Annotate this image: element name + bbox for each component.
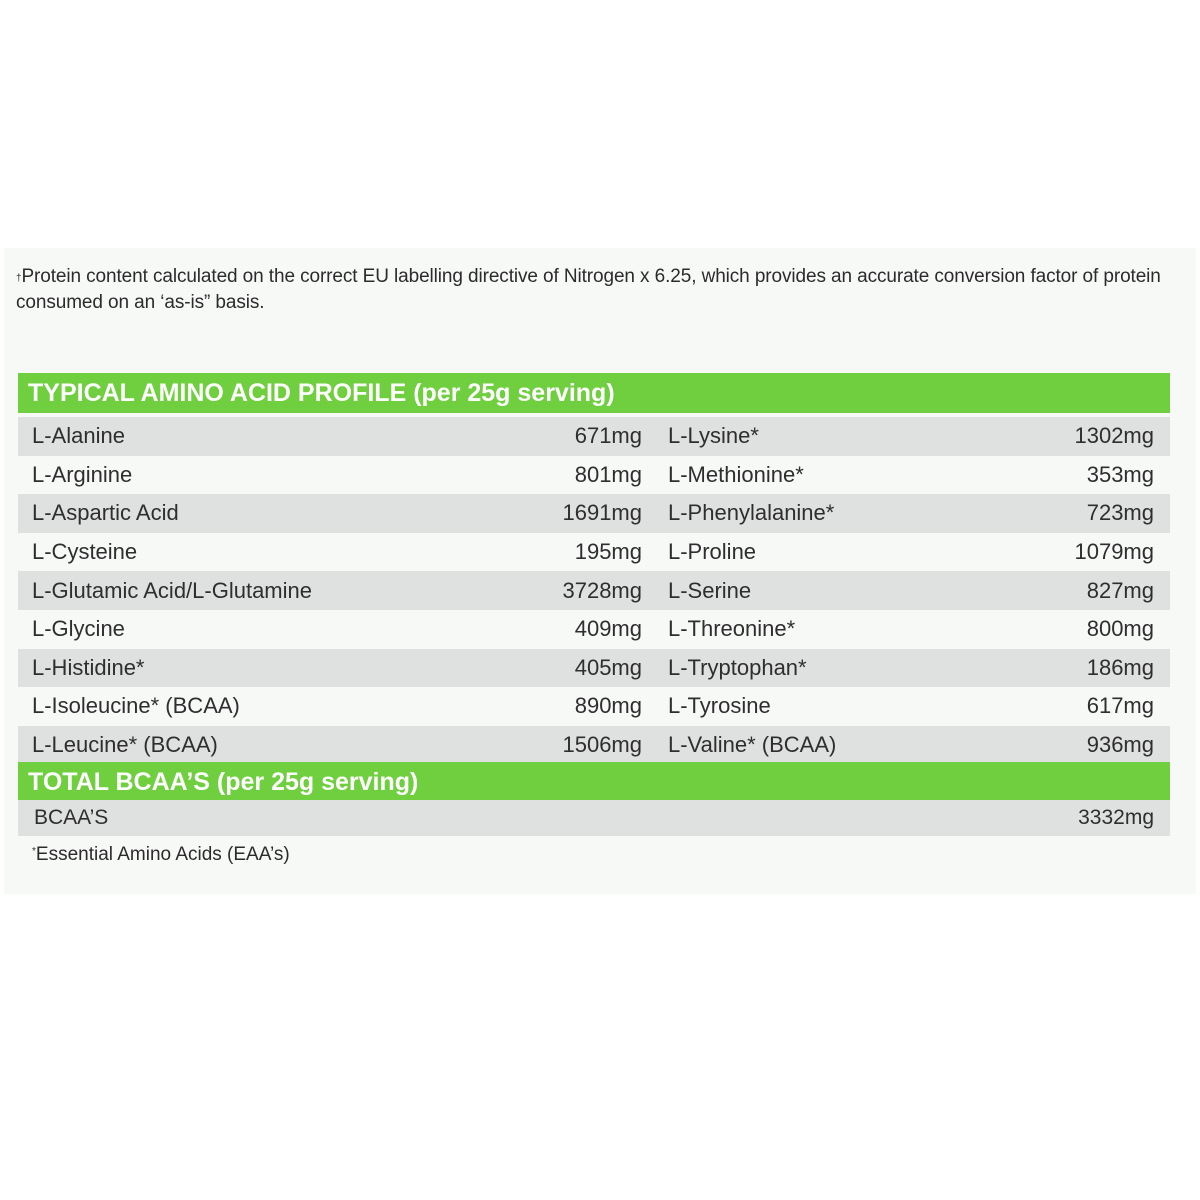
right-amino-value: 723mg bbox=[1086, 500, 1154, 526]
protein-footnote bbox=[16, 264, 1166, 316]
right-amino-value: 1079mg bbox=[1074, 539, 1154, 565]
left-amino-value: 195mg bbox=[574, 539, 642, 565]
table-row bbox=[18, 456, 1170, 495]
amino-acid-table bbox=[18, 417, 1170, 764]
left-amino-value: 3728mg bbox=[562, 577, 642, 603]
left-amino-name: L-Isoleucine* (BCAA) bbox=[32, 693, 240, 719]
left-amino-value: 409mg bbox=[574, 616, 642, 642]
left-amino-value: 671mg bbox=[574, 423, 642, 449]
amino-profile-title: TYPICAL AMINO ACID PROFILE (per 25g serving) bbox=[28, 378, 615, 407]
right-amino-name: L-Valine* (BCAA) bbox=[668, 732, 837, 758]
left-amino-name: L-Arginine bbox=[32, 461, 133, 487]
left-amino-value: 1691mg bbox=[562, 500, 642, 526]
right-amino-name: L-Proline bbox=[668, 539, 757, 565]
right-amino-value: 186mg bbox=[1086, 654, 1154, 680]
eaa-footnote-marker: * bbox=[32, 846, 36, 857]
right-amino-name: L-Lysine* bbox=[668, 423, 759, 449]
right-amino-value: 353mg bbox=[1086, 461, 1154, 487]
bcaa-total-name: BCAA’S bbox=[34, 806, 109, 829]
right-amino-name: L-Threonine* bbox=[668, 616, 796, 642]
left-amino-name: L-Leucine* (BCAA) bbox=[32, 732, 218, 758]
right-amino-value: 1302mg bbox=[1074, 423, 1154, 449]
left-amino-value: 801mg bbox=[574, 461, 642, 487]
left-amino-value: 405mg bbox=[574, 654, 642, 680]
table-row bbox=[18, 571, 1170, 610]
right-amino-name: L-Serine bbox=[668, 577, 752, 603]
table-row bbox=[18, 726, 1170, 765]
left-amino-name: L-Alanine bbox=[32, 423, 125, 449]
bcaa-total-row bbox=[18, 800, 1170, 836]
eaa-footnote-text: Essential Amino Acids (EAA’s) bbox=[35, 844, 290, 865]
table-row bbox=[18, 649, 1170, 688]
table-row bbox=[18, 494, 1170, 533]
right-amino-name: L-Tryptophan* bbox=[668, 654, 807, 680]
left-amino-name: L-Histidine* bbox=[32, 654, 145, 680]
left-amino-name: L-Glutamic Acid/L-Glutamine bbox=[32, 577, 312, 603]
left-amino-name: L-Glycine bbox=[32, 616, 125, 642]
table-row bbox=[18, 610, 1170, 649]
left-amino-name: L-Cysteine bbox=[32, 539, 138, 565]
right-amino-value: 800mg bbox=[1086, 616, 1154, 642]
protein-footnote-text: Protein content calculated on the correct EU labelling directive of Nitrogen x 6.25, which provides an accurate conversion factor of protein consumed on an ‘as-is” basis. bbox=[16, 266, 1161, 313]
bcaa-header bbox=[18, 762, 1170, 802]
right-amino-name: L-Tyrosine bbox=[668, 693, 771, 719]
right-amino-value: 827mg bbox=[1086, 577, 1154, 603]
bcaa-total-value: 3332mg bbox=[1078, 806, 1154, 829]
right-amino-name: L-Phenylalanine* bbox=[668, 500, 835, 526]
bcaa-title: TOTAL BCAA’S (per 25g serving) bbox=[28, 767, 419, 796]
table-row bbox=[18, 687, 1170, 726]
left-amino-name: L-Aspartic Acid bbox=[32, 500, 179, 526]
footnote-marker: † bbox=[16, 273, 22, 284]
amino-profile-header bbox=[18, 373, 1170, 413]
right-amino-value: 617mg bbox=[1086, 693, 1154, 719]
table-row bbox=[18, 533, 1170, 572]
eaa-footnote bbox=[32, 844, 290, 866]
table-row bbox=[18, 417, 1170, 456]
left-amino-value: 890mg bbox=[574, 693, 642, 719]
left-amino-value: 1506mg bbox=[562, 732, 642, 758]
right-amino-value: 936mg bbox=[1086, 732, 1154, 758]
right-amino-name: L-Methionine* bbox=[668, 461, 804, 487]
